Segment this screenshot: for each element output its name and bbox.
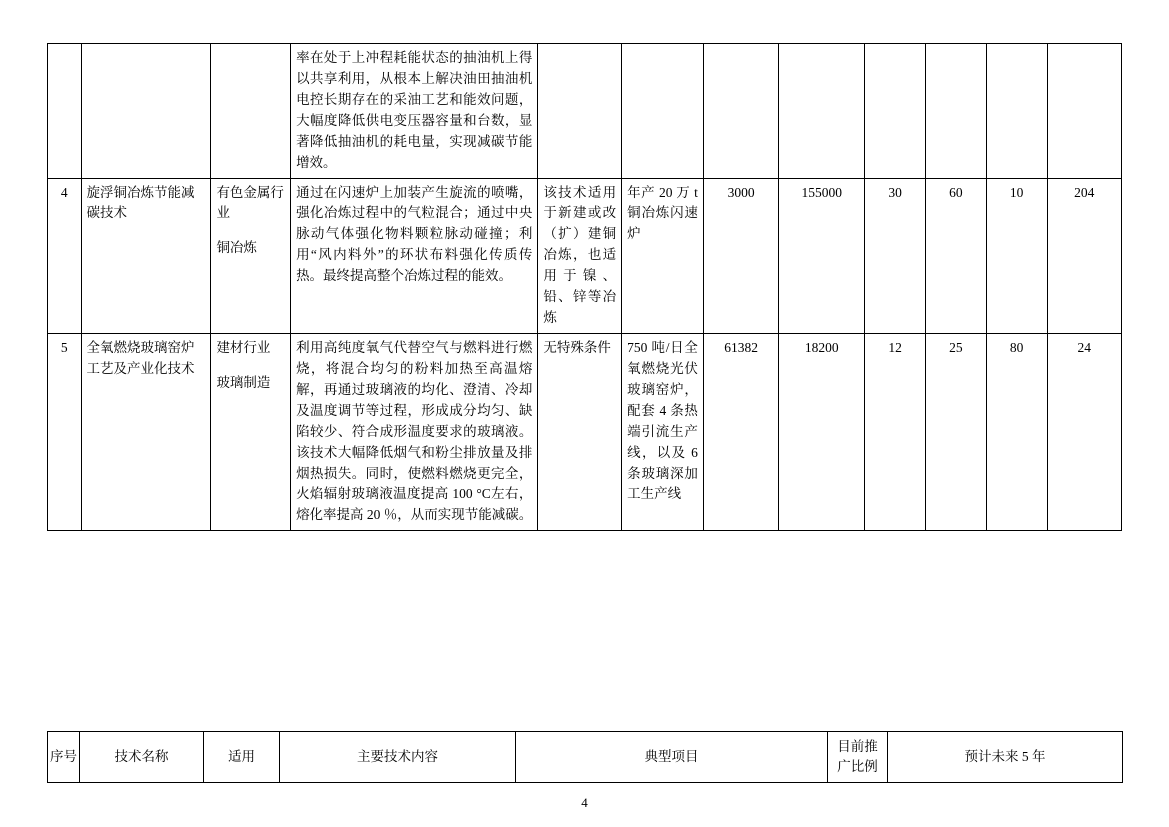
row-col-e [986,44,1047,179]
row-applicable-industry: 建材行业 [216,339,271,355]
row-col-b: 155000 [779,178,865,333]
row-col-b: 18200 [779,333,865,530]
row-applicable-sector: 玻璃制造 [216,374,271,390]
row-col-a: 61382 [703,333,778,530]
row-index [48,44,82,179]
row-col-f [1047,44,1121,179]
row-col-c: 30 [865,178,926,333]
row-index: 4 [48,178,82,333]
header-current-ratio-line1: 目前推 [837,738,878,754]
table-header-row [48,732,1123,783]
header-tech-name: 技术名称 [80,732,204,783]
table-row [48,333,1122,530]
row-applicable-industry: 有色金属行业 [216,184,284,221]
page-number: 4 [581,795,588,810]
technology-table [47,43,1122,531]
row-applicable [211,333,291,530]
row-typical-condition: 无特殊条件 [538,333,622,530]
row-col-b [779,44,865,179]
row-content: 利用高纯度氧气代替空气与燃料进行燃烧，将混合均匀的粉料加热至高温熔解，再通过玻璃液的均化、澄清、冷却及温度调节等过程，形成成分均匀、缺陷较少、符合成形温度要求的玻璃液。该技术大幅降低烟气和粉尘排放量及排烟热损失。同时，使燃料燃烧更完全，火焰辐射玻璃液温度提高 100 °C左右，熔化率提高 20 ％，从而实现节能减碳。 [291,333,538,530]
table-row [48,44,1122,179]
header-current-ratio-line2: 广比例 [837,759,878,774]
row-col-c: 12 [865,333,926,530]
row-col-f: 24 [1047,333,1121,530]
row-typical-condition: 该技术适用于新建或改（扩）建铜冶炼，也适用于镍、铅、锌等冶炼 [538,178,622,333]
row-typical-project: 750 吨/日全氧燃烧光伏玻璃窑炉，配套 4 条热端引流生产线，以及 6 条玻璃深加工生产线 [622,333,704,530]
row-applicable-sector: 铜冶炼 [216,240,257,256]
row-col-f: 204 [1047,178,1121,333]
row-col-d [925,44,986,179]
row-col-d: 60 [925,178,986,333]
header-current-ratio [828,732,888,783]
row-tech-name: 旋浮铜冶炼节能减碳技术 [81,178,211,333]
header-index: 序号 [48,732,80,783]
header-typical-project: 典型项目 [516,732,828,783]
row-col-a: 3000 [703,178,778,333]
header-future: 预计未来 5 年 [888,732,1123,783]
row-col-e: 80 [986,333,1047,530]
row-index: 5 [48,333,82,530]
header-content: 主要技术内容 [280,732,516,783]
row-col-e: 10 [986,178,1047,333]
row-typical-project: 年产 20 万 t 铜冶炼闪速炉 [622,178,704,333]
table-row [48,178,1122,333]
row-content: 通过在闪速炉上加装产生旋流的喷嘴，强化冶炼过程中的气粒混合；通过中央脉动气体强化物料颗粒脉动碰撞；利用“风内料外”的环状布料强化传质传热。最终提高整个冶炼过程的能效。 [291,178,538,333]
row-tech-name: 全氧燃烧玻璃窑炉工艺及产业化技术 [81,333,211,530]
row-content: 率在处于上冲程耗能状态的抽油机上得以共享利用，从根本上解决油田抽油机电控长期存在的采油工艺和能效问题，大幅度降低供电变压器容量和台数，显著降低抽油机的耗电量，实现减碳节能增效。 [291,44,538,179]
continuation-header-table [47,731,1123,783]
row-typical-condition [538,44,622,179]
header-applicable: 适用 [204,732,280,783]
row-applicable [211,44,291,179]
row-typical-project [622,44,704,179]
row-tech-name [81,44,211,179]
row-col-a [703,44,778,179]
row-col-c [865,44,926,179]
row-col-d: 25 [925,333,986,530]
row-applicable [211,178,291,333]
